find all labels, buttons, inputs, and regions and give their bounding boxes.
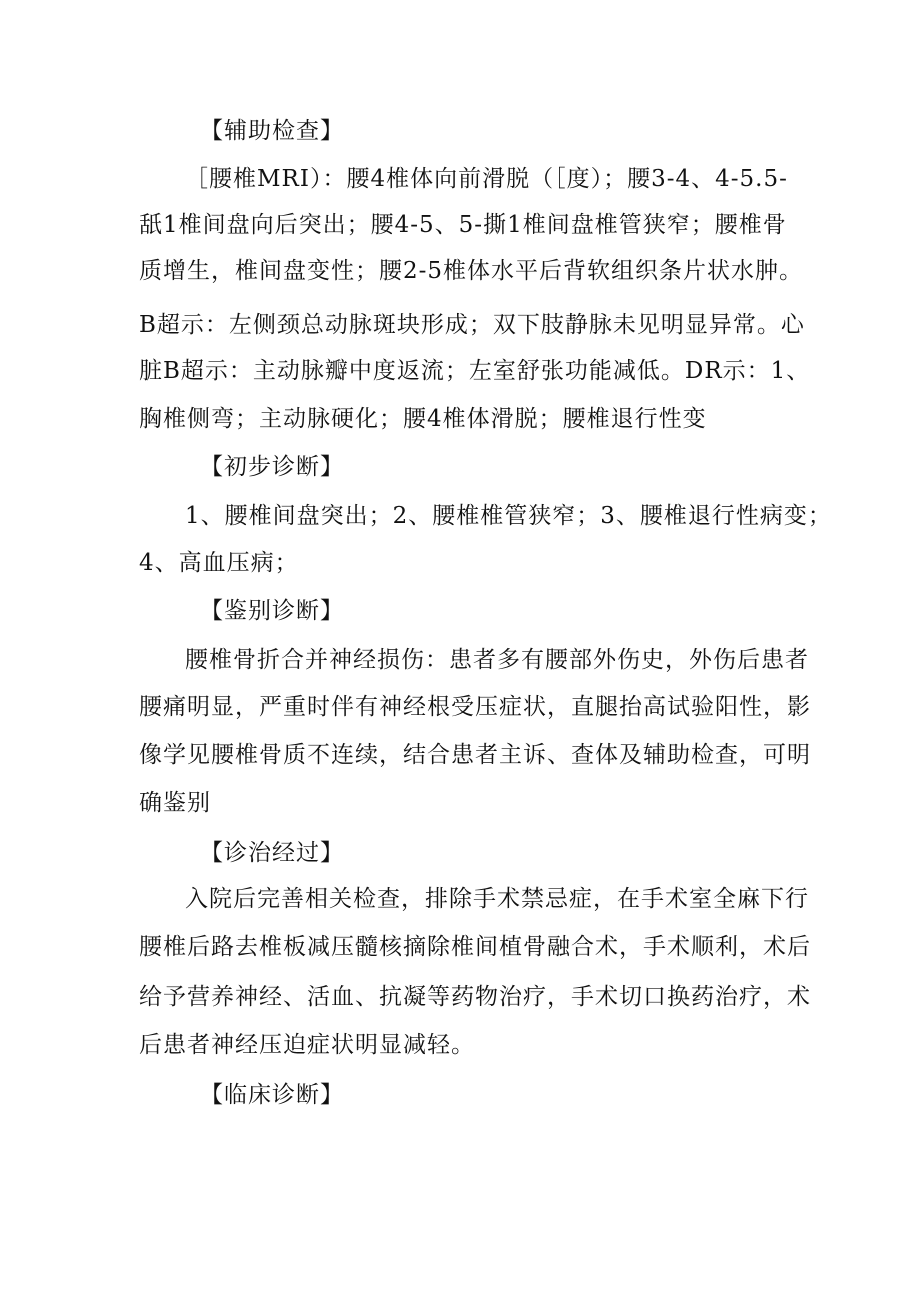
section-heading-preliminary-diagnosis: 【初步诊断】 [200, 454, 344, 480]
paragraph-line: 给予营养神经、活血、抗凝等药物治疗，手术切口换药治疗，术 [139, 984, 811, 1010]
paragraph-line: 确鉴别 [139, 790, 211, 816]
paragraph-line: 脏B超示：主动脉瓣中度返流；左室舒张功能减低。DR示：1、 [139, 358, 811, 384]
section-heading-clinical-diagnosis: 【临床诊断】 [200, 1082, 344, 1108]
paragraph-line: 质增生，椎间盘变性；腰2-5椎体水平后背软组织条片状水肿。 [139, 258, 804, 284]
paragraph-line: ［腰椎MRI）：腰4椎体向前滑脱（［度）；腰3-4、4-5.5- [185, 166, 788, 192]
paragraph-line: 像学见腰椎骨质不连续，结合患者主诉、查体及辅助检查，可明 [139, 742, 811, 768]
paragraph-line: 腰椎骨折合并神经损伤：患者多有腰部外伤史，外伤后患者 [185, 647, 809, 673]
section-heading-treatment-course: 【诊治经过】 [200, 840, 344, 866]
paragraph-line: 腰椎后路去椎板减压髓核摘除椎间植骨融合术，手术顺利，术后 [139, 934, 811, 960]
paragraph-line: 1、腰椎间盘突出；2、腰椎椎管狭窄；3、腰椎退行性病变； [185, 503, 832, 529]
paragraph-line: 舐1椎间盘向后突出；腰4-5、5-撕1椎间盘椎管狭窄；腰椎骨 [139, 212, 787, 238]
paragraph-line: 胸椎侧弯；主动脉硬化；腰4椎体滑脱；腰椎退行性变 [139, 406, 707, 432]
paragraph-line: 后患者神经压迫症状明显减轻。 [139, 1032, 475, 1058]
section-heading-differential-diagnosis: 【鉴别诊断】 [200, 598, 344, 624]
section-heading-auxiliary-exam: 【辅助检查】 [200, 118, 344, 144]
paragraph-line: 入院后完善相关检查，排除手术禁忌症，在手术室全麻下行 [185, 886, 809, 912]
paragraph-line: 4、高血压病； [139, 550, 299, 576]
paragraph-line: 腰痛明显，严重时伴有神经根受压症状，直腿抬高试验阳性，影 [139, 694, 811, 720]
paragraph-line: B超示：左侧颈总动脉斑块形成；双下肢静脉未见明显异常。心 [139, 312, 805, 338]
